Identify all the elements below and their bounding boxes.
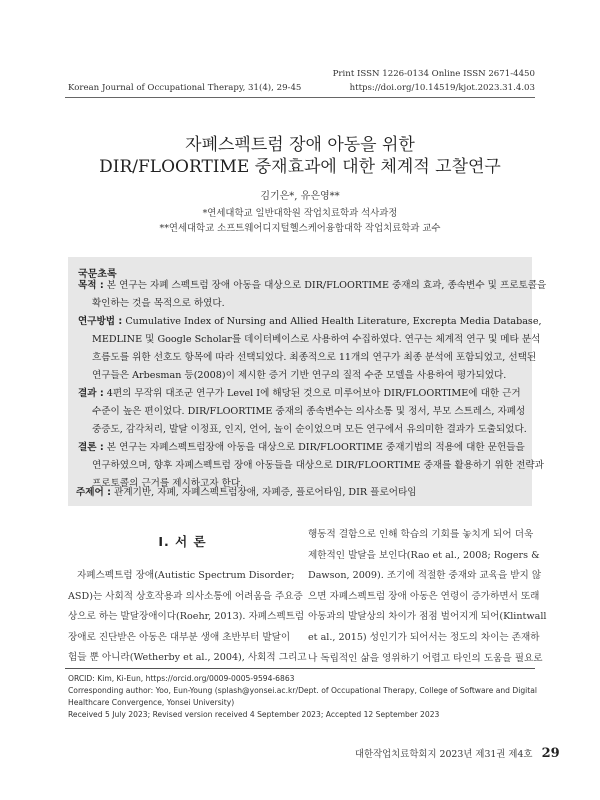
- header-rule: [65, 97, 535, 98]
- corresponding-author-note: Corresponding author: Yoo, Eun-Young (splash@yonsei.ac.kr/Dept. of Occupational Therapy, College of Software and Digital: [68, 686, 538, 695]
- paper-title-line1: 자폐스펙트럼 장애 아동을 위한: [185, 135, 415, 155]
- body-line: 제한적인 발달을 보인다(Rao et al., 2008; Rogers &: [308, 549, 540, 561]
- body-line: Dawson, 2009). 조기에 적절한 중재와 교육을 받지 않: [308, 570, 542, 582]
- abstract-heading: 국문초록: [78, 269, 117, 280]
- affiliation-1: *연세대학교 일반대학원 작업치료학과 석사과정: [202, 208, 398, 219]
- abstract-conclusion-line: 결론 : 본 연구는 자폐스펙트럼장애 아동을 대상으로 DIR/FLOORTIME 중재기법의 적용에 대한 문헌들을: [78, 442, 525, 453]
- authors: 김기은*, 유은영**: [260, 191, 340, 202]
- abstract-purpose-line: 확인하는 것을 목적으로 하였다.: [92, 298, 225, 309]
- body-line: 험들 뿐 아니라(Wetherby et al., 2004), 사회적 그리고: [68, 652, 307, 664]
- body-line: 나 독립적인 삶을 영위하기 어렵고 타인의 도움을 필요로: [308, 652, 543, 664]
- body-line: 자폐스펙트럼 장애(Autistic Spectrum Disorder;: [77, 570, 295, 581]
- affiliation-2: **연세대학교 소프트웨어디지털헬스케어융합대학 작업치료학과 교수: [159, 223, 441, 234]
- abstract-methods-line: 흐름도를 위한 선호도 항목에 따라 선택되었다. 최종적으로 11개의 연구가 최종 분석에 포함되었고, 선택된: [92, 352, 537, 363]
- doi-link[interactable]: https://doi.org/10.14519/kjot.2023.31.4.03: [349, 83, 535, 93]
- page-footer: [355, 742, 560, 761]
- corresponding-author-note-cont: Healthcare Convergence, Yonsei University): [68, 698, 235, 707]
- abstract-conclusion-line: 연구하였으며, 향후 자폐스펙트럼 장애 아동들을 대상으로 DIR/FLOORTIME 중재를 활용하기 위한 전략과: [92, 460, 544, 471]
- page-number: 29: [541, 746, 560, 761]
- conclusion-label: 결론 :: [78, 442, 104, 453]
- journal-citation: Korean Journal of Occupational Therapy, 31(4), 29-45: [68, 83, 302, 93]
- abstract-box: [68, 257, 547, 506]
- footnotes: [68, 673, 537, 721]
- orcid-note: ORCID: Kim, Ki-Eun, https://orcid.org/0009-0005-9594-6863: [68, 674, 295, 683]
- body-line: 아동과의 발달상의 차이가 점점 벌어지게 되어(Klintwall: [308, 611, 547, 623]
- body-line: 장애로 진단받은 아동은 대부분 생애 초반부터 발달이: [68, 631, 291, 643]
- abstract-results-line: 수준이 높은 편이었다. DIR/FLOORTIME 중재의 종속변수는 의사소통 및 정서, 부모 스트레스, 자폐성: [92, 406, 526, 417]
- keywords-line: [76, 484, 417, 502]
- received-dates-note: Received 5 July 2023; Revised version received 4 September 2023; Accepted 12 September 2023: [68, 710, 440, 719]
- body-line: et al., 2015) 성인기가 되어서는 정도의 차이는 존재하: [308, 631, 540, 643]
- abstract-methods-line: MEDLINE 및 Google Scholar를 데이터베이스로 사용하여 수집하였다. 연구는 체계적 연구 및 메타 분석: [92, 334, 541, 345]
- purpose-label: 목적 :: [78, 280, 104, 291]
- keywords: 관계기반, 자폐, 자폐스펙트럼장애, 자폐증, 플로어타임, DIR 플로어타임: [114, 487, 417, 498]
- abstract-methods-line: 연구방법 : Cumulative Index of Nursing and Allied Health Literature, Excrepta Media Database,: [78, 316, 542, 327]
- paper-title-line2: DIR/FLOORTIME 중재효과에 대한 체계적 고찰연구: [99, 157, 501, 177]
- body-left-column: [68, 566, 307, 669]
- methods-label: 연구방법 :: [78, 316, 123, 327]
- abstract-results-line: 결과 : 4편의 무작위 대조군 연구가 Level I에 해당된 것으로 미루어보아 DIR/FLOORTIME에 대한 근거: [78, 388, 521, 399]
- footer-journal: 대한작업치료학회지 2023년 제31권 제4호: [355, 749, 533, 760]
- body-line: ASD)는 사회적 상호작용과 의사소통에 어려움을 주요증: [68, 590, 303, 602]
- keywords-label: 주제어 :: [76, 487, 111, 498]
- results-label: 결과 :: [78, 388, 104, 399]
- issn-text: Print ISSN 1226-0134 Online ISSN 2671-4450: [332, 69, 535, 79]
- abstract-conclusion-line: 프로토콜의 근거를 제시하고자 한다.: [92, 478, 244, 489]
- body-line: 상으로 하는 발달장애이다(Roehr, 2013). 자폐스펙트럼: [68, 611, 305, 623]
- abstract-purpose-line: 목적 : 본 연구는 자폐 스펙트럼 장애 아동을 대상으로 DIR/FLOORTIME 중재의 효과, 종속변수 및 프로토콜을: [78, 280, 547, 291]
- abstract-results-line: 중증도, 감각처리, 발달 이정표, 인지, 언어, 놀이 순이었으며 모든 연구에서 유의미한 결과가 도출되었다.: [92, 424, 527, 435]
- body-line: 으면 자폐스펙트럼 장애 아동은 연령이 증가하면서 또래: [308, 590, 540, 602]
- abstract-methods-line: 연구들은 Arbesman 등(2008)이 제시한 증거 기반 연구의 질적 수준 모델을 사용하여 평가되었다.: [92, 370, 507, 381]
- body-line: 행동적 결함으로 인해 학습의 기회를 놓치게 되어 더욱: [308, 529, 534, 540]
- section-title: Ⅰ. 서 론: [158, 534, 207, 549]
- footnote-rule: [65, 668, 535, 669]
- body-right-column: [308, 525, 547, 669]
